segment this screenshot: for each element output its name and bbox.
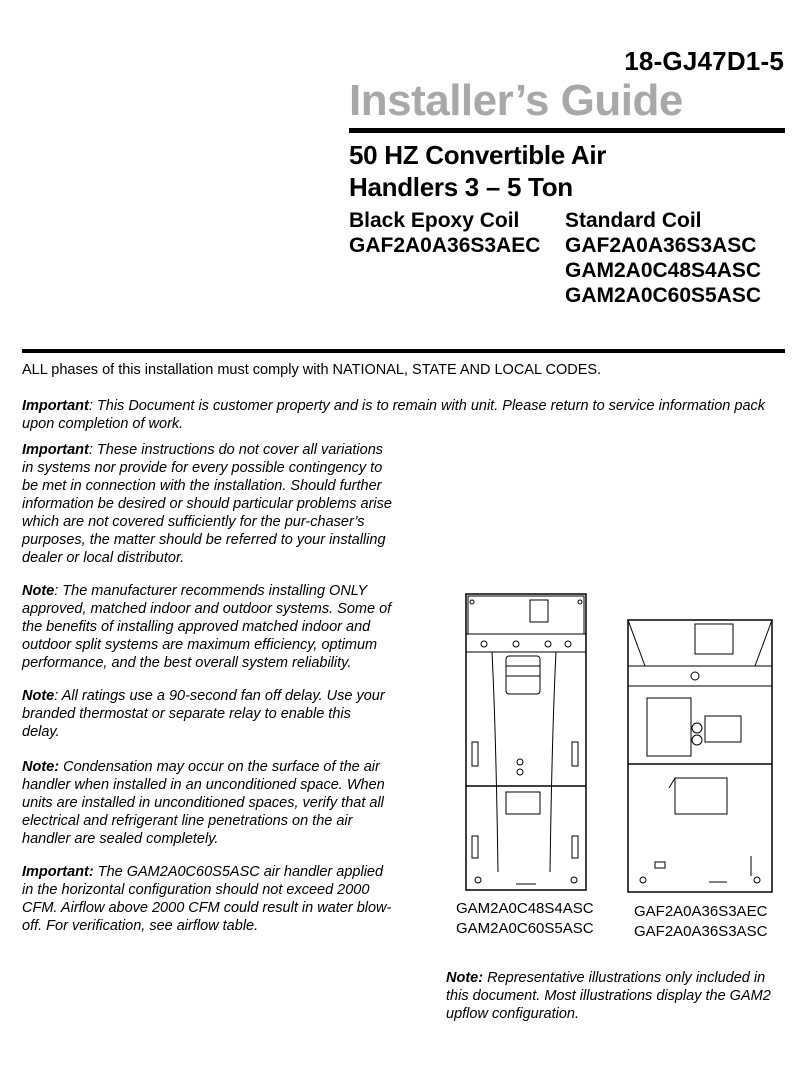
gaf2-air-handler-illustration	[625, 618, 775, 894]
note-label: Note:	[446, 970, 484, 986]
note-text: : All ratings use a 90-second fan off delay. Use your branded thermostat or separate relay to enable this delay.	[22, 688, 385, 740]
important-paragraph-2	[22, 441, 392, 567]
black-epoxy-heading: Black Epoxy Coil	[349, 209, 520, 232]
important-text: The GAM2A0C60S5ASC air handler applied in the horizontal configuration should not exceed 2000 CFM. Airflow above 2000 CFM could result in water blow-off. For verification, see airflow table.	[22, 864, 392, 934]
note-paragraph-2	[22, 687, 392, 741]
guide-title: Installer’s Guide	[349, 76, 683, 125]
important-label: Important	[22, 398, 89, 414]
note-paragraph-1	[22, 582, 392, 672]
codes-notice: ALL phases of this installation must comply with NATIONAL, STATE AND LOCAL CODES.	[22, 362, 602, 378]
note-label: Note	[22, 583, 55, 599]
right-figure-caption-line-1: GAF2A0A36S3AEC	[634, 903, 768, 920]
subtitle-line-1: 50 HZ Convertible Air	[349, 140, 607, 170]
standard-coil-heading: Standard Coil	[565, 209, 702, 232]
title-rule	[349, 128, 785, 133]
note-text: : The manufacturer recommends installing ONLY approved, matched indoor and outdoor systems. Some of the benefits of installing approved matched indoor and outdoor split systems are maximum efficiency, optimum performance, and the best overall system reliability.	[22, 583, 392, 671]
standard-model: GAF2A0A36S3ASC	[565, 234, 757, 257]
document-number: 18-GJ47D1-5	[624, 46, 784, 76]
section-rule	[22, 349, 785, 353]
note-label: Note	[22, 688, 55, 704]
right-figure-caption-line-2: GAF2A0A36S3ASC	[634, 923, 768, 940]
important-label: Important:	[22, 864, 94, 880]
illustration-note	[446, 969, 782, 1023]
important-paragraph-1	[22, 397, 782, 433]
standard-model: GAM2A0C60S5ASC	[565, 284, 762, 307]
standard-model: GAM2A0C48S4ASC	[565, 259, 762, 282]
important-label: Important	[22, 442, 89, 458]
subtitle-line-2: Handlers 3 – 5 Ton	[349, 172, 573, 202]
gam2-air-handler-illustration	[462, 592, 590, 894]
left-figure-caption-line-1: GAM2A0C48S4ASC	[456, 900, 594, 917]
important-text: : This Document is customer property and is to remain with unit. Please return to service information pack upon completion of work.	[22, 398, 766, 432]
important-paragraph-3	[22, 863, 392, 935]
note-text: Representative illustrations only included in this document. Most illustrations display the GAM2 upflow configuration.	[446, 970, 771, 1022]
note-paragraph-3	[22, 758, 392, 848]
left-figure-caption-line-2: GAM2A0C60S5ASC	[456, 920, 594, 937]
black-epoxy-model: GAF2A0A36S3AEC	[349, 234, 541, 257]
note-label: Note:	[22, 759, 60, 775]
important-text: : These instructions do not cover all variations in systems nor provide for every possible contingency to be met in connection with the installation. Should further information be desired or should particular problems arise which are not covered sufficiently for the pur-chaser’s purposes, the matter should be referred to your installing dealer or local distributor.	[22, 442, 392, 566]
note-text: Condensation may occur on the surface of the air handler when installed in an unconditioned space. When units are installed in unconditioned spaces, verify that all electrical and refrigerant line penetrations on the air handler are sealed completely.	[22, 759, 385, 847]
